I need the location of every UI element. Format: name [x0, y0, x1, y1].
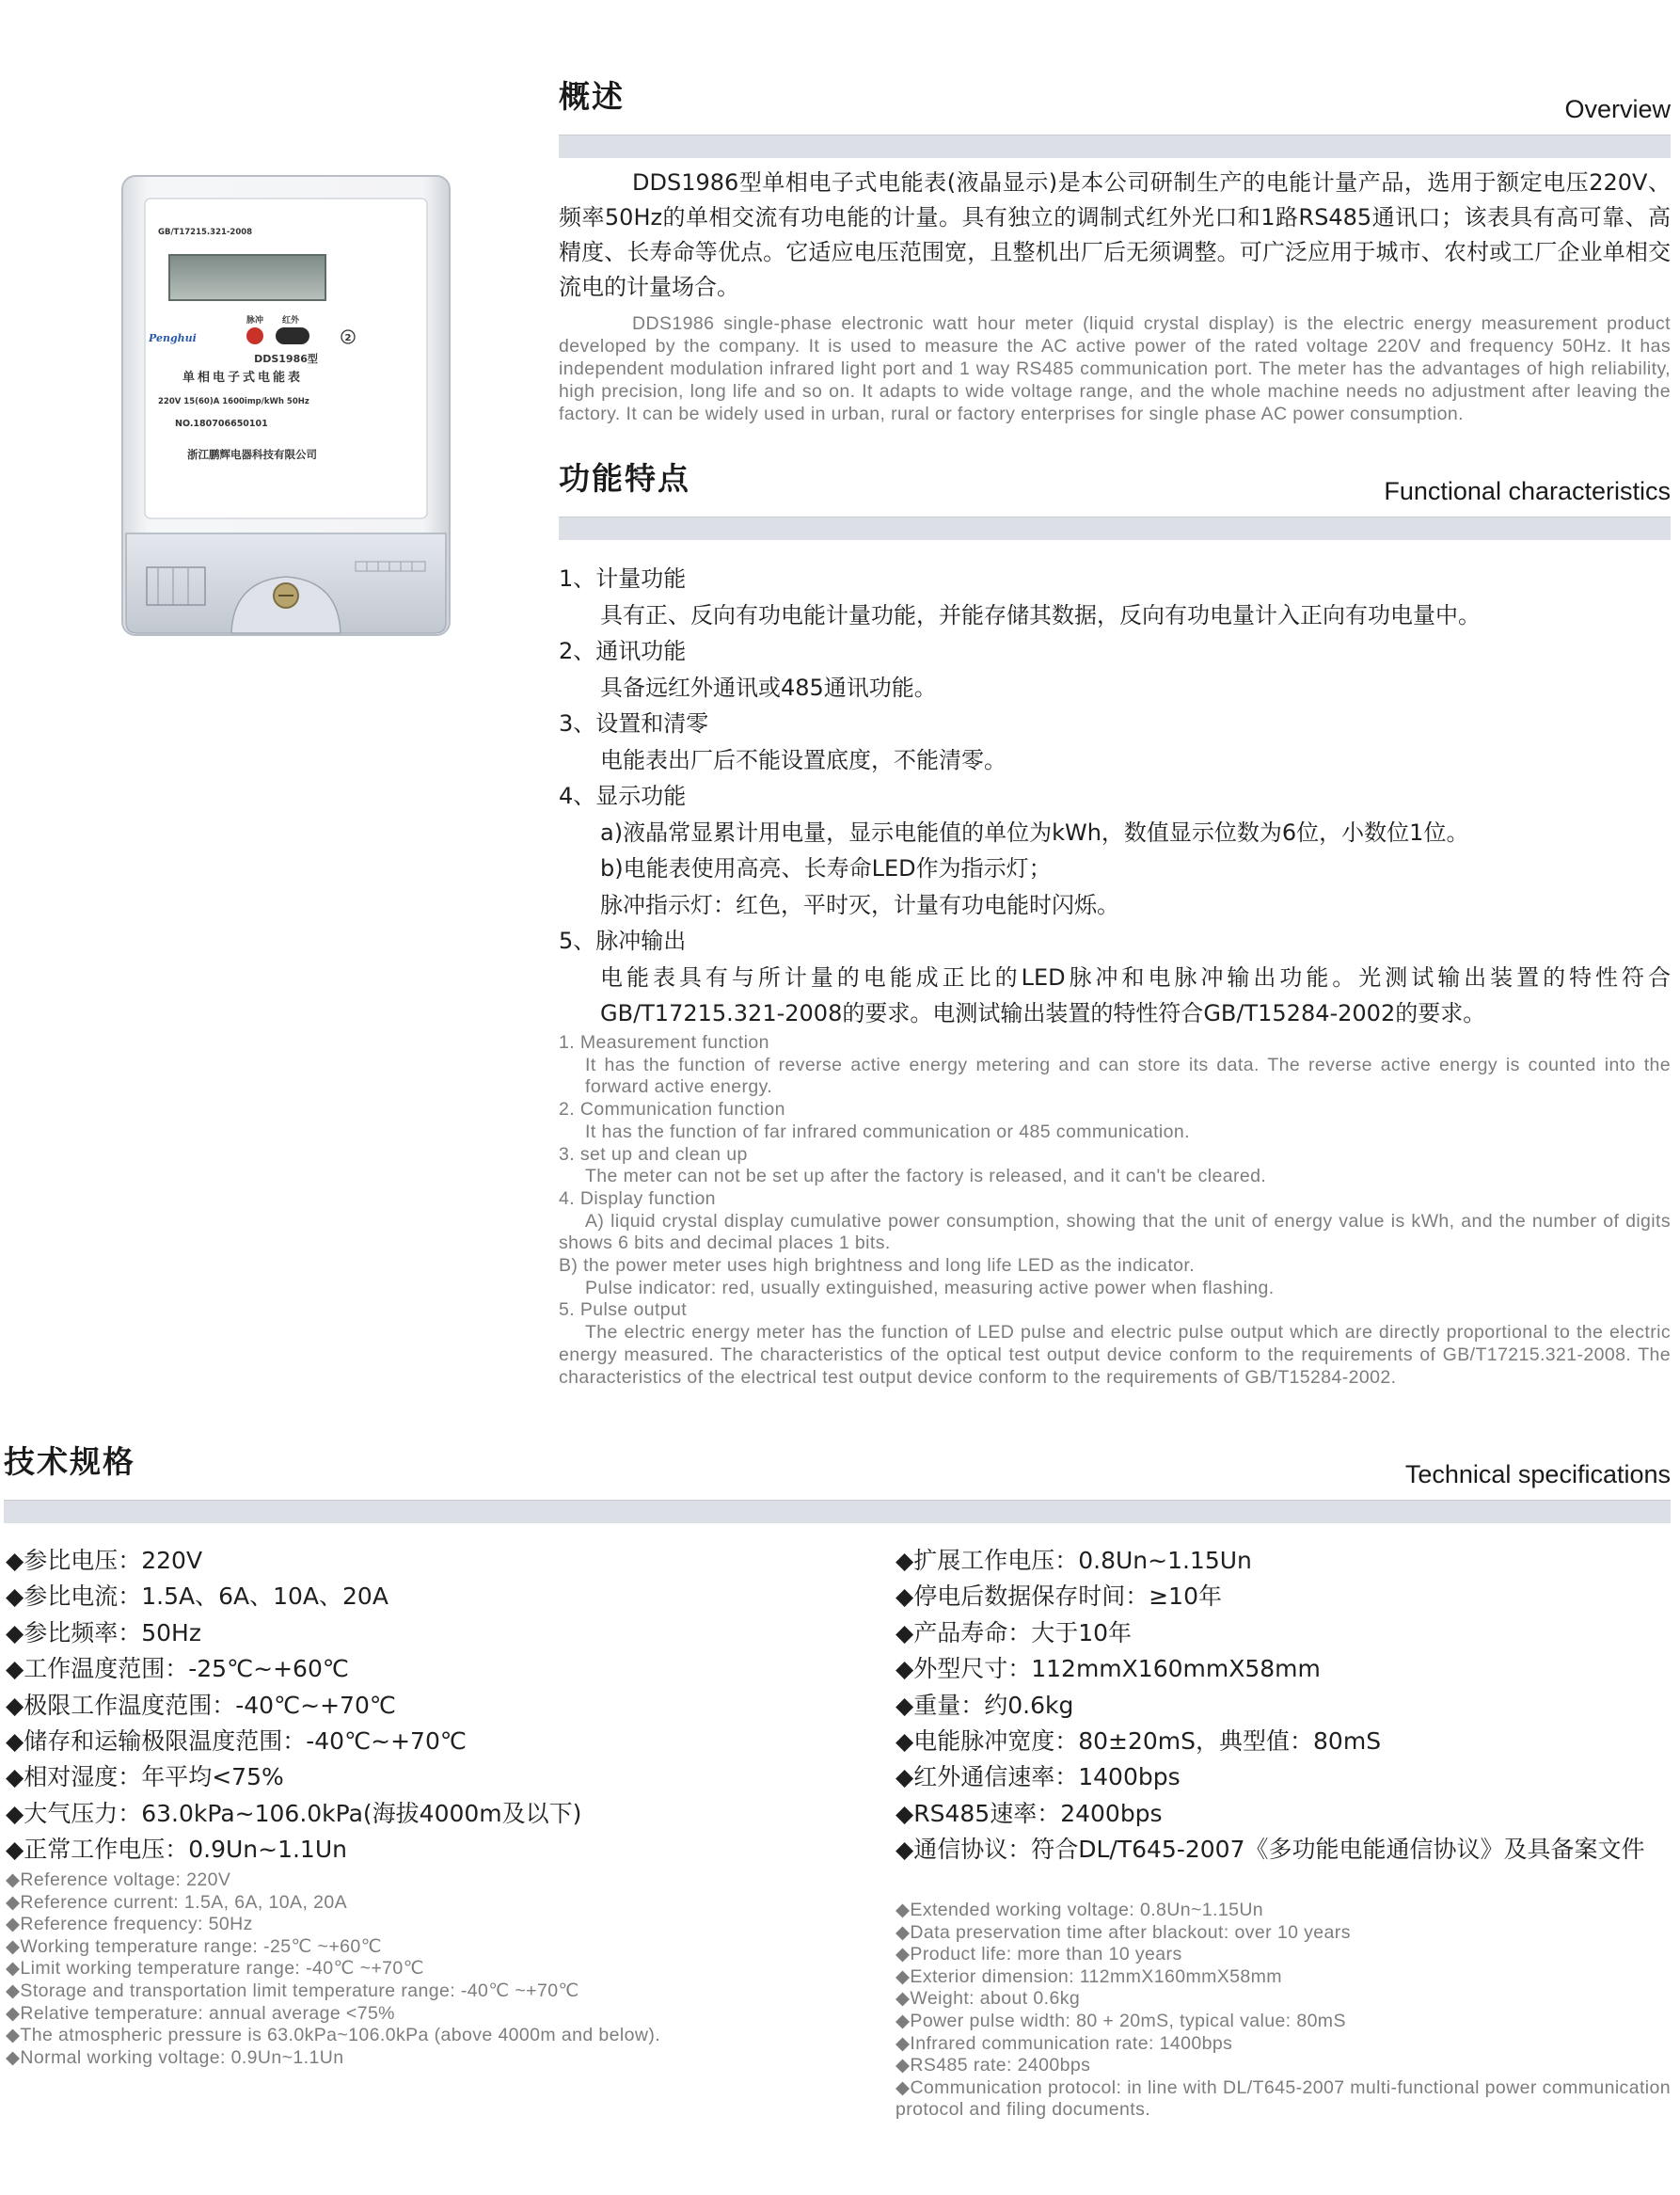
diamond-bullet-icon: ◆: [6, 1547, 24, 1574]
spec-item-en: ◆RS485 rate: 2400bps: [895, 2055, 1091, 2076]
feature-en-4-desc-a: A) liquid crystal display cumulative power consumption, showing that the unit of energy value is kWh, and the number of digits shows 6 bits and decimal places 1 bits.: [559, 1210, 1671, 1254]
brand-logo: Penghui: [149, 332, 197, 344]
spec-item-en: ◆Infrared communication rate: 1400bps: [895, 2032, 1233, 2054]
overview-title-en: Overview: [1564, 95, 1671, 123]
features-title-zh: 功能特点: [559, 460, 690, 497]
diamond-bullet-icon: ◆: [6, 1799, 24, 1827]
spec-item-en: ◆Storage and transportation limit temperature range: -40℃ ~+70℃: [6, 1980, 579, 2001]
diamond-bullet-icon: ◆: [6, 1869, 21, 1890]
feature-en-2-desc: It has the function of far infrared communication or 485 communication.: [585, 1121, 1190, 1142]
diamond-bullet-icon: ◆: [895, 1965, 911, 1987]
diamond-bullet-icon: ◆: [895, 2055, 911, 2076]
spec-item-en: ◆Power pulse width: 80 + 20mS, typical value: 80mS: [895, 2010, 1346, 2031]
spec-item-en: ◆Data preservation time after blackout: over 10 years: [895, 1921, 1351, 1943]
diamond-bullet-icon: ◆: [6, 1727, 24, 1756]
spec-item: ◆电能脉冲宽度：80±20mS，典型值：80mS: [895, 1727, 1382, 1756]
spec-item-en: ◆Product life: more than 10 years: [895, 1944, 1182, 1965]
diamond-bullet-icon: ◆: [6, 1914, 21, 1935]
feature-2-title: 2、通讯功能: [559, 638, 687, 664]
meter-ir-label: 红外: [282, 316, 300, 326]
diamond-bullet-icon: ◆: [6, 1935, 21, 1957]
meter-spec: 220V 15(60)A 1600imp/kWh 50Hz: [158, 397, 309, 406]
diamond-bullet-icon: ◆: [895, 1691, 914, 1719]
feature-en-5-desc: The electric energy meter has the function of LED pulse and electric pulse output which are directly proportional to the electric energy measured. The characteristics of the optical test output device conform to the requirements of GB/T17215.321-2008. The characteristics of the electrical test output device conform to the requirements of GB/T15284-2002.: [559, 1322, 1671, 1388]
diamond-bullet-icon: ◆: [895, 2076, 911, 2098]
spec-item-en: ◆Relative temperature: annual average <75%: [6, 2002, 395, 2024]
feature-en-4-title: 4. Display function: [559, 1187, 716, 1209]
diamond-bullet-icon: ◆: [895, 1583, 914, 1611]
spec-item: ◆RS485速率：2400bps: [895, 1799, 1163, 1827]
feature-en-3-desc: The meter can not be set up after the factory is released, and it can't be cleared.: [585, 1166, 1267, 1187]
spec-item-en: ◆Working temperature range: -25℃ ~+60℃: [6, 1935, 382, 1957]
spec-item: ◆相对湿度：年平均<75%: [6, 1763, 284, 1791]
feature-2-desc: 具备远红外通讯或485通讯功能。: [600, 674, 937, 701]
spec-item: ◆通信协议：符合DL/T645-2007《多功能电能通信协议》及具备案文件: [895, 1836, 1645, 1864]
diamond-bullet-icon: ◆: [895, 1763, 914, 1791]
feature-en-5-title: 5. Pulse output: [559, 1299, 688, 1321]
spec-item: ◆重量：约0.6kg: [895, 1691, 1074, 1719]
diamond-bullet-icon: ◆: [6, 1980, 21, 2001]
diamond-bullet-icon: ◆: [6, 1763, 24, 1791]
spec-item: ◆参比电压：220V: [6, 1547, 203, 1574]
diamond-bullet-icon: ◆: [895, 2032, 911, 2054]
spec-item: ◆红外通信速率：1400bps: [895, 1763, 1181, 1791]
diamond-bullet-icon: ◆: [895, 1944, 911, 1965]
diamond-bullet-icon: ◆: [895, 1836, 914, 1864]
features-divider-bar: [559, 517, 1671, 540]
meter-name: 单相电子式电能表: [182, 371, 304, 385]
features-list-en: [559, 1032, 1671, 1389]
features-header: [559, 460, 1671, 519]
feature-en-4-desc-b: B) the power meter uses high brightness and long life LED as the indicator.: [559, 1255, 1196, 1277]
meter-pulse-label: 脉冲: [246, 316, 264, 326]
feature-3-title: 3、设置和清零: [559, 710, 709, 737]
diamond-bullet-icon: ◆: [895, 1727, 914, 1756]
specs-title-zh: 技术规格: [4, 1443, 135, 1480]
spec-item: ◆极限工作温度范围：-40℃~+70℃: [6, 1691, 396, 1719]
spec-item: ◆扩展工作电压：0.8Un~1.15Un: [895, 1547, 1252, 1574]
feature-en-1-desc: It has the function of reverse active energy metering and can store its data. The reverse active energy is counted into the forward active energy.: [585, 1054, 1671, 1098]
diamond-bullet-icon: ◆: [6, 1583, 24, 1611]
spec-item: ◆参比频率：50Hz: [6, 1618, 201, 1646]
meter-model: DDS1986型: [254, 353, 318, 365]
spec-item-en: ◆The atmospheric pressure is 63.0kPa~106.0kPa (above 4000m and below).: [6, 2025, 661, 2046]
feature-4-desc-a: a)液晶常显累计用电量，显示电能值的单位为kWh，数值显示位数为6位，小数位1位。: [600, 819, 1469, 846]
feature-4-title: 4、显示功能: [559, 783, 687, 809]
diamond-bullet-icon: ◆: [895, 1900, 911, 1920]
diamond-bullet-icon: ◆: [895, 1618, 914, 1646]
overview-divider-bar: [559, 135, 1671, 158]
feature-3-desc: 电能表出厂后不能设置底度，不能清零。: [600, 746, 1006, 773]
overview-header: [559, 38, 1671, 137]
spec-item: ◆外型尺寸：112mmX160mmX58mm: [895, 1655, 1321, 1683]
diamond-bullet-icon: ◆: [6, 2025, 21, 2046]
electric-meter-image: [120, 174, 452, 637]
meter-company: 浙江鹏辉电器科技有限公司: [187, 448, 317, 461]
specs-title-en: Technical specifications: [1404, 1460, 1671, 1488]
meter-std: GB/T17215.321-2008: [158, 228, 253, 237]
spec-item-en: ◆Limit working temperature range: -40℃ ~+70℃: [6, 1958, 424, 1980]
spec-item-en: ◆Communication protocol: in line with DL/T645-2007 multi-functional power communication protocol and filing documents.: [895, 2076, 1671, 2121]
diamond-bullet-icon: ◆: [895, 1655, 914, 1683]
spec-item: ◆停电后数据保存时间：≥10年: [895, 1583, 1222, 1611]
spec-item: ◆正常工作电压：0.9Un~1.1Un: [6, 1836, 347, 1864]
specs-left-zh: [6, 1543, 852, 1869]
diamond-bullet-icon: ◆: [895, 1921, 911, 1943]
feature-en-1-title: 1. Measurement function: [559, 1032, 769, 1053]
meter-serial: NO.180706650101: [175, 419, 268, 429]
specs-right-zh: [895, 1543, 1671, 1869]
feature-en-3-title: 3. set up and clean up: [559, 1143, 748, 1165]
specs-right-en: [895, 1900, 1671, 2122]
specs-header: [4, 1443, 1671, 1503]
overview-paragraph-en: DDS1986 single-phase electronic watt hour meter (liquid crystal display) is the electric energy measurement product developed by the company. It is used to measure the AC active power of the rated voltage 220V and frequency 50Hz. It has independent modulation infrared light port and 1 way RS485 communication port. The meter has the advantages of high reliability, high precision, long life and so on. It adapts to wide voltage range, and the whole machine needs no adjustment after leaving the factory. It can be widely used in urban, rural or factory enterprises for single phase AC power consumption.: [559, 313, 1671, 424]
diamond-bullet-icon: ◆: [895, 2010, 911, 2031]
spec-item-en: ◆Normal working voltage: 0.9Un~1.1Un: [6, 2046, 344, 2068]
spec-item: ◆产品寿命：大于10年: [895, 1618, 1133, 1646]
overview-paragraph-zh: DDS1986型单相电子式电能表(液晶显示)是本公司研制生产的电能计量产品，选用于额定电压220V、频率50Hz的单相交流有功电能的计量。具有独立的调制式红外光口和1路RS485通讯口；该表具有高可靠、高精度、长寿命等优点。它适应电压范围宽，且整机出厂后无须调整。可广泛应用于城市、农村或工厂企业单相交流电的计量场合。: [559, 169, 1671, 300]
diamond-bullet-icon: ◆: [6, 1691, 24, 1719]
specs-left-en: [6, 1869, 852, 2069]
feature-4-desc-b: b)电能表使用高亮、长寿命LED作为指示灯；: [600, 855, 1052, 882]
feature-1-title: 1、计量功能: [559, 565, 687, 592]
feature-1-desc: 具有正、反向有功电能计量功能，并能存储其数据，反向有功电量计入正向有功电量中。: [600, 601, 1481, 628]
diamond-bullet-icon: ◆: [6, 1958, 21, 1980]
diamond-bullet-icon: ◆: [895, 1547, 914, 1574]
spec-item-en: ◆Reference frequency: 50Hz: [6, 1914, 253, 1935]
diamond-bullet-icon: ◆: [6, 1836, 24, 1864]
diamond-bullet-icon: ◆: [6, 2002, 21, 2024]
spec-item-en: ◆Reference current: 1.5A, 6A, 10A, 20A: [6, 1891, 347, 1913]
diamond-bullet-icon: ◆: [6, 1655, 24, 1683]
diamond-bullet-icon: ◆: [895, 1988, 911, 2010]
features-list-zh: [559, 561, 1671, 1032]
feature-en-4-desc-c: Pulse indicator: red, usually extinguished, measuring active power when flashing.: [585, 1277, 1275, 1298]
feature-5-title: 5、脉冲输出: [559, 928, 687, 954]
feature-en-2-title: 2. Communication function: [559, 1099, 785, 1121]
diamond-bullet-icon: ◆: [895, 1799, 914, 1827]
spec-item-en: ◆Reference voltage: 220V: [6, 1869, 231, 1890]
spec-item-en: ◆Exterior dimension: 112mmX160mmX58mm: [895, 1965, 1282, 1987]
feature-5-desc: 电能表具有与所计量的电能成正比的LED脉冲和电脉冲输出功能。光测试输出装置的特性符合GB/T17215.321-2008的要求。电测试输出装置的特性符合GB/T15284-2002的要求。: [600, 963, 1671, 1026]
specs-divider-bar: [4, 1500, 1671, 1523]
features-title-en: Functional characteristics: [1384, 477, 1671, 505]
spec-item: ◆大气压力：63.0kPa~106.0kPa(海拔4000m及以下): [6, 1799, 582, 1827]
diamond-bullet-icon: ◆: [6, 1891, 21, 1913]
meter-num-2: 2: [344, 333, 352, 343]
spec-item: ◆工作温度范围：-25℃~+60℃: [6, 1655, 349, 1683]
spec-item-en: ◆Extended working voltage: 0.8Un~1.15Un: [895, 1900, 1264, 1920]
spec-item-en: ◆Weight: about 0.6kg: [895, 1988, 1081, 2010]
diamond-bullet-icon: ◆: [6, 2046, 21, 2068]
spec-item: ◆储存和运输极限温度范围：-40℃~+70℃: [6, 1727, 467, 1756]
diamond-bullet-icon: ◆: [6, 1618, 24, 1646]
feature-4-desc-c: 脉冲指示灯：红色，平时灭，计量有功电能时闪烁。: [600, 891, 1119, 918]
overview-title-zh: 概述: [559, 78, 625, 115]
spec-item: ◆参比电流：1.5A、6A、10A、20A: [6, 1583, 388, 1611]
